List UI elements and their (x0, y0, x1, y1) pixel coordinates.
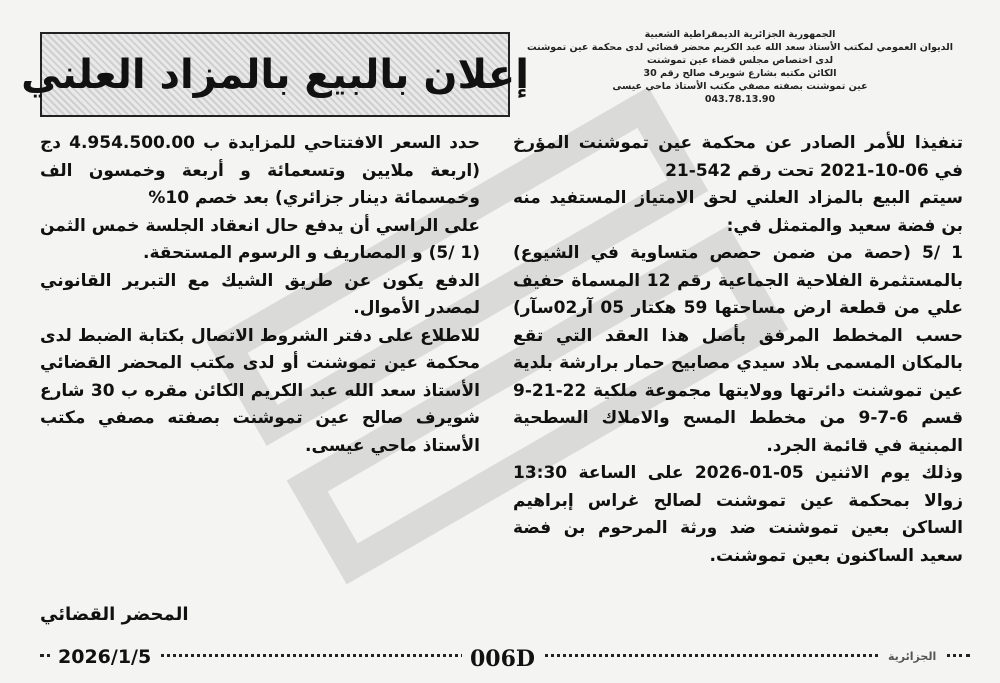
contact-paragraph: للاطلاع على دفتر الشروط الاتصال بكتابة الضبط لدى محكمة عين تموشنت أو لدى مكتب المحضر القضائي الأستاذ سعد الله عبد الكريم الكائن مقره ب 30 شارع شويرف صالح عين تموشنت بصفته مصفي مكتب الأستاذ ماحي عيسى. (40, 325, 480, 456)
footer-date: 2026/1/5 (50, 646, 159, 668)
issuer-header (520, 28, 960, 123)
sale-paragraph: سيتم البيع بالمزاد العلني لحق الامتياز المستفيد منه بن فضة سعيد والمتمثل في: (513, 188, 963, 236)
order-paragraph: تنفيذا للأمر الصادر عن محكمة عين تموشنت المؤرخ في 06-10-2021 تحت رقم 542-21 (513, 133, 963, 181)
header-line: الديوان العمومي لمكتب الأستاذ سعد الله عبد الكريم محضر قضائي لدى محكمة عين تموشنت (527, 42, 953, 53)
header-line: الكائن مكتبه بشارع شويرف صالح رقم 30 (643, 68, 837, 79)
footer-tag: الجزائرية (880, 650, 944, 663)
right-column (513, 130, 963, 630)
price-paragraph: حدد السعر الافتتاحي للمزايدة ب 4.954.500.00 دج (اربعة ملايين وتسعمائة و أربعة وخمسون الف وخمسمائة دينار جزائري) بعد خصم 10% (40, 133, 480, 208)
cheque-paragraph: الدفع يكون عن طريق الشيك مع التبرير القانوني لمصدر الأموال. (40, 270, 480, 318)
payment-paragraph: على الراسي أن يدفع حال انعقاد الجلسة خمس الثمن (1 /5) و المصاريف و الرسوم المستحقة. (40, 215, 480, 263)
header-phone: 043.78.13.90 (704, 94, 776, 105)
signature: المحضر القضائي (40, 604, 189, 625)
page-title: إعلان بالبيع بالمزاد العلني (21, 51, 529, 98)
title-banner (21, 32, 529, 117)
session-paragraph: وذلك يوم الاثنين 05-01-2026 على الساعة 13:30 زوالا بمحكمة عين تموشنت لصالح غراس إبراهيم الساكن بعين تموشنت ضد ورثة المرحوم بن فضة سعيد الساكنون بعين تموشنت. (513, 463, 963, 566)
footer-code: 006D (462, 646, 543, 672)
property-paragraph: 1 /5 (حصة من ضمن حصص متساوية في الشيوع) بالمستثمرة الفلاحية الجماعية رقم 12 المسماة حفيف علي من قطعة ارض مساحتها 59 هكتار 05 آر02سآر) حسب المخطط المرفق بأصل هذا العقد التي تقع بالمكان المسمى بلاد سيدي مصابيح حمار برارشة بلدية عين تموشنت دائرتها وولايتها مجموعة ملكية 22-21-9 قسم 6-7-9 من مخطط المسح والاملاك السطحية المبنية في قائمة الجرد. (513, 243, 963, 456)
header-line: الجمهورية الجزائرية الديمقراطية الشعبية (644, 29, 836, 40)
left-column (40, 130, 480, 580)
header-line: لدى اختصاص مجلس قضاء عين تموشنت (646, 55, 834, 66)
header-line: عين تموشنت بصفته مصفي مكتب الأستاذ ماحي عيسى (612, 81, 868, 92)
